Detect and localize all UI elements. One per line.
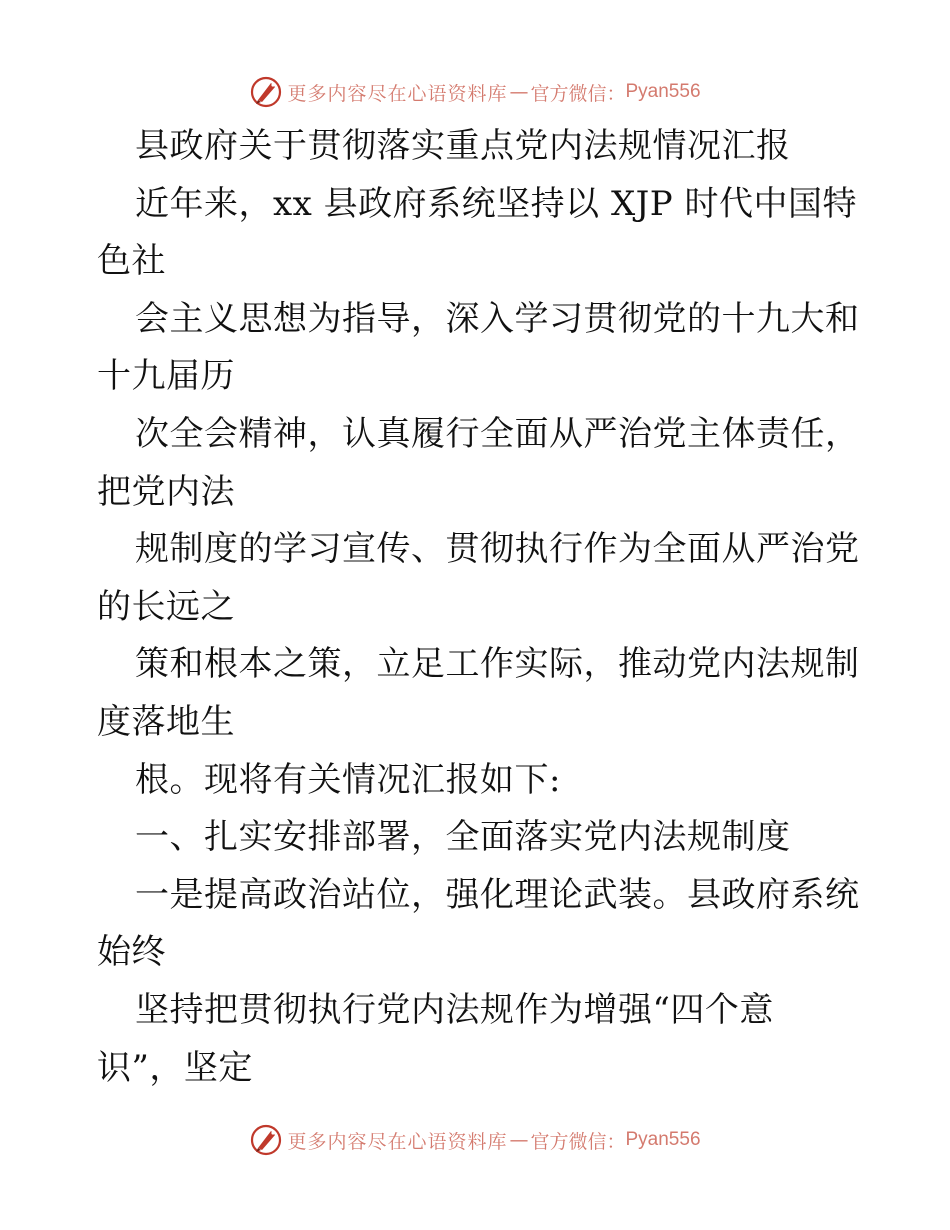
- paragraph-line: 把党内法: [97, 471, 235, 512]
- paragraph-line: 近年来，xx 县政府系统坚持以 XJP 时代中国特: [135, 183, 857, 224]
- paragraph-line: 识”，坚定: [97, 1047, 253, 1088]
- paragraph-line: 十九届历: [97, 356, 235, 397]
- paragraph-line: 策和根本之策，立足工作实际，推动党内法规制: [135, 644, 860, 685]
- section-heading: 一、扎实安排部署，全面落实党内法规制度: [135, 817, 791, 858]
- banner-wechat-id: Pyan556: [625, 1129, 701, 1150]
- paragraph-line: 坚持把贯彻执行党内法规作为增强“四个意: [135, 989, 774, 1030]
- paragraph-line: 色社: [97, 241, 166, 282]
- document-body: [97, 118, 867, 1097]
- quill-pen-logo-icon: [249, 75, 283, 109]
- quill-pen-logo-icon: [249, 1123, 283, 1157]
- banner-official-label: 官方微信：: [530, 82, 626, 105]
- footer-banner: [0, 1118, 950, 1162]
- banner-official-label: 官方微信：: [530, 1130, 626, 1153]
- document-title: 县政府关于贯彻落实重点党内法规情况汇报: [135, 126, 791, 166]
- banner-wechat-id: Pyan556: [625, 81, 701, 102]
- paragraph-line: 次全会精神，认真履行全面从严治党主体责任，: [135, 413, 860, 454]
- paragraph-line: 始终: [97, 932, 166, 973]
- paragraph-line: 会主义思想为指导，深入学习贯彻党的十九大和: [135, 298, 860, 339]
- banner-dash: —: [509, 81, 529, 103]
- banner-brand-text: 更多内容尽在心语资料库: [287, 1130, 508, 1153]
- paragraph-line: 度落地生: [97, 701, 235, 742]
- header-banner: [0, 70, 950, 114]
- paragraph-line: 规制度的学习宣传、贯彻执行作为全面从严治党: [135, 529, 860, 570]
- banner-brand-text: 更多内容尽在心语资料库: [287, 82, 508, 105]
- paragraph-line: 根。现将有关情况汇报如下:: [135, 759, 561, 800]
- paragraph-line: 一是提高政治站位，强化理论武装。县政府系统: [135, 874, 860, 915]
- banner-dash: —: [509, 1129, 529, 1151]
- paragraph-line: 的长远之: [97, 586, 235, 627]
